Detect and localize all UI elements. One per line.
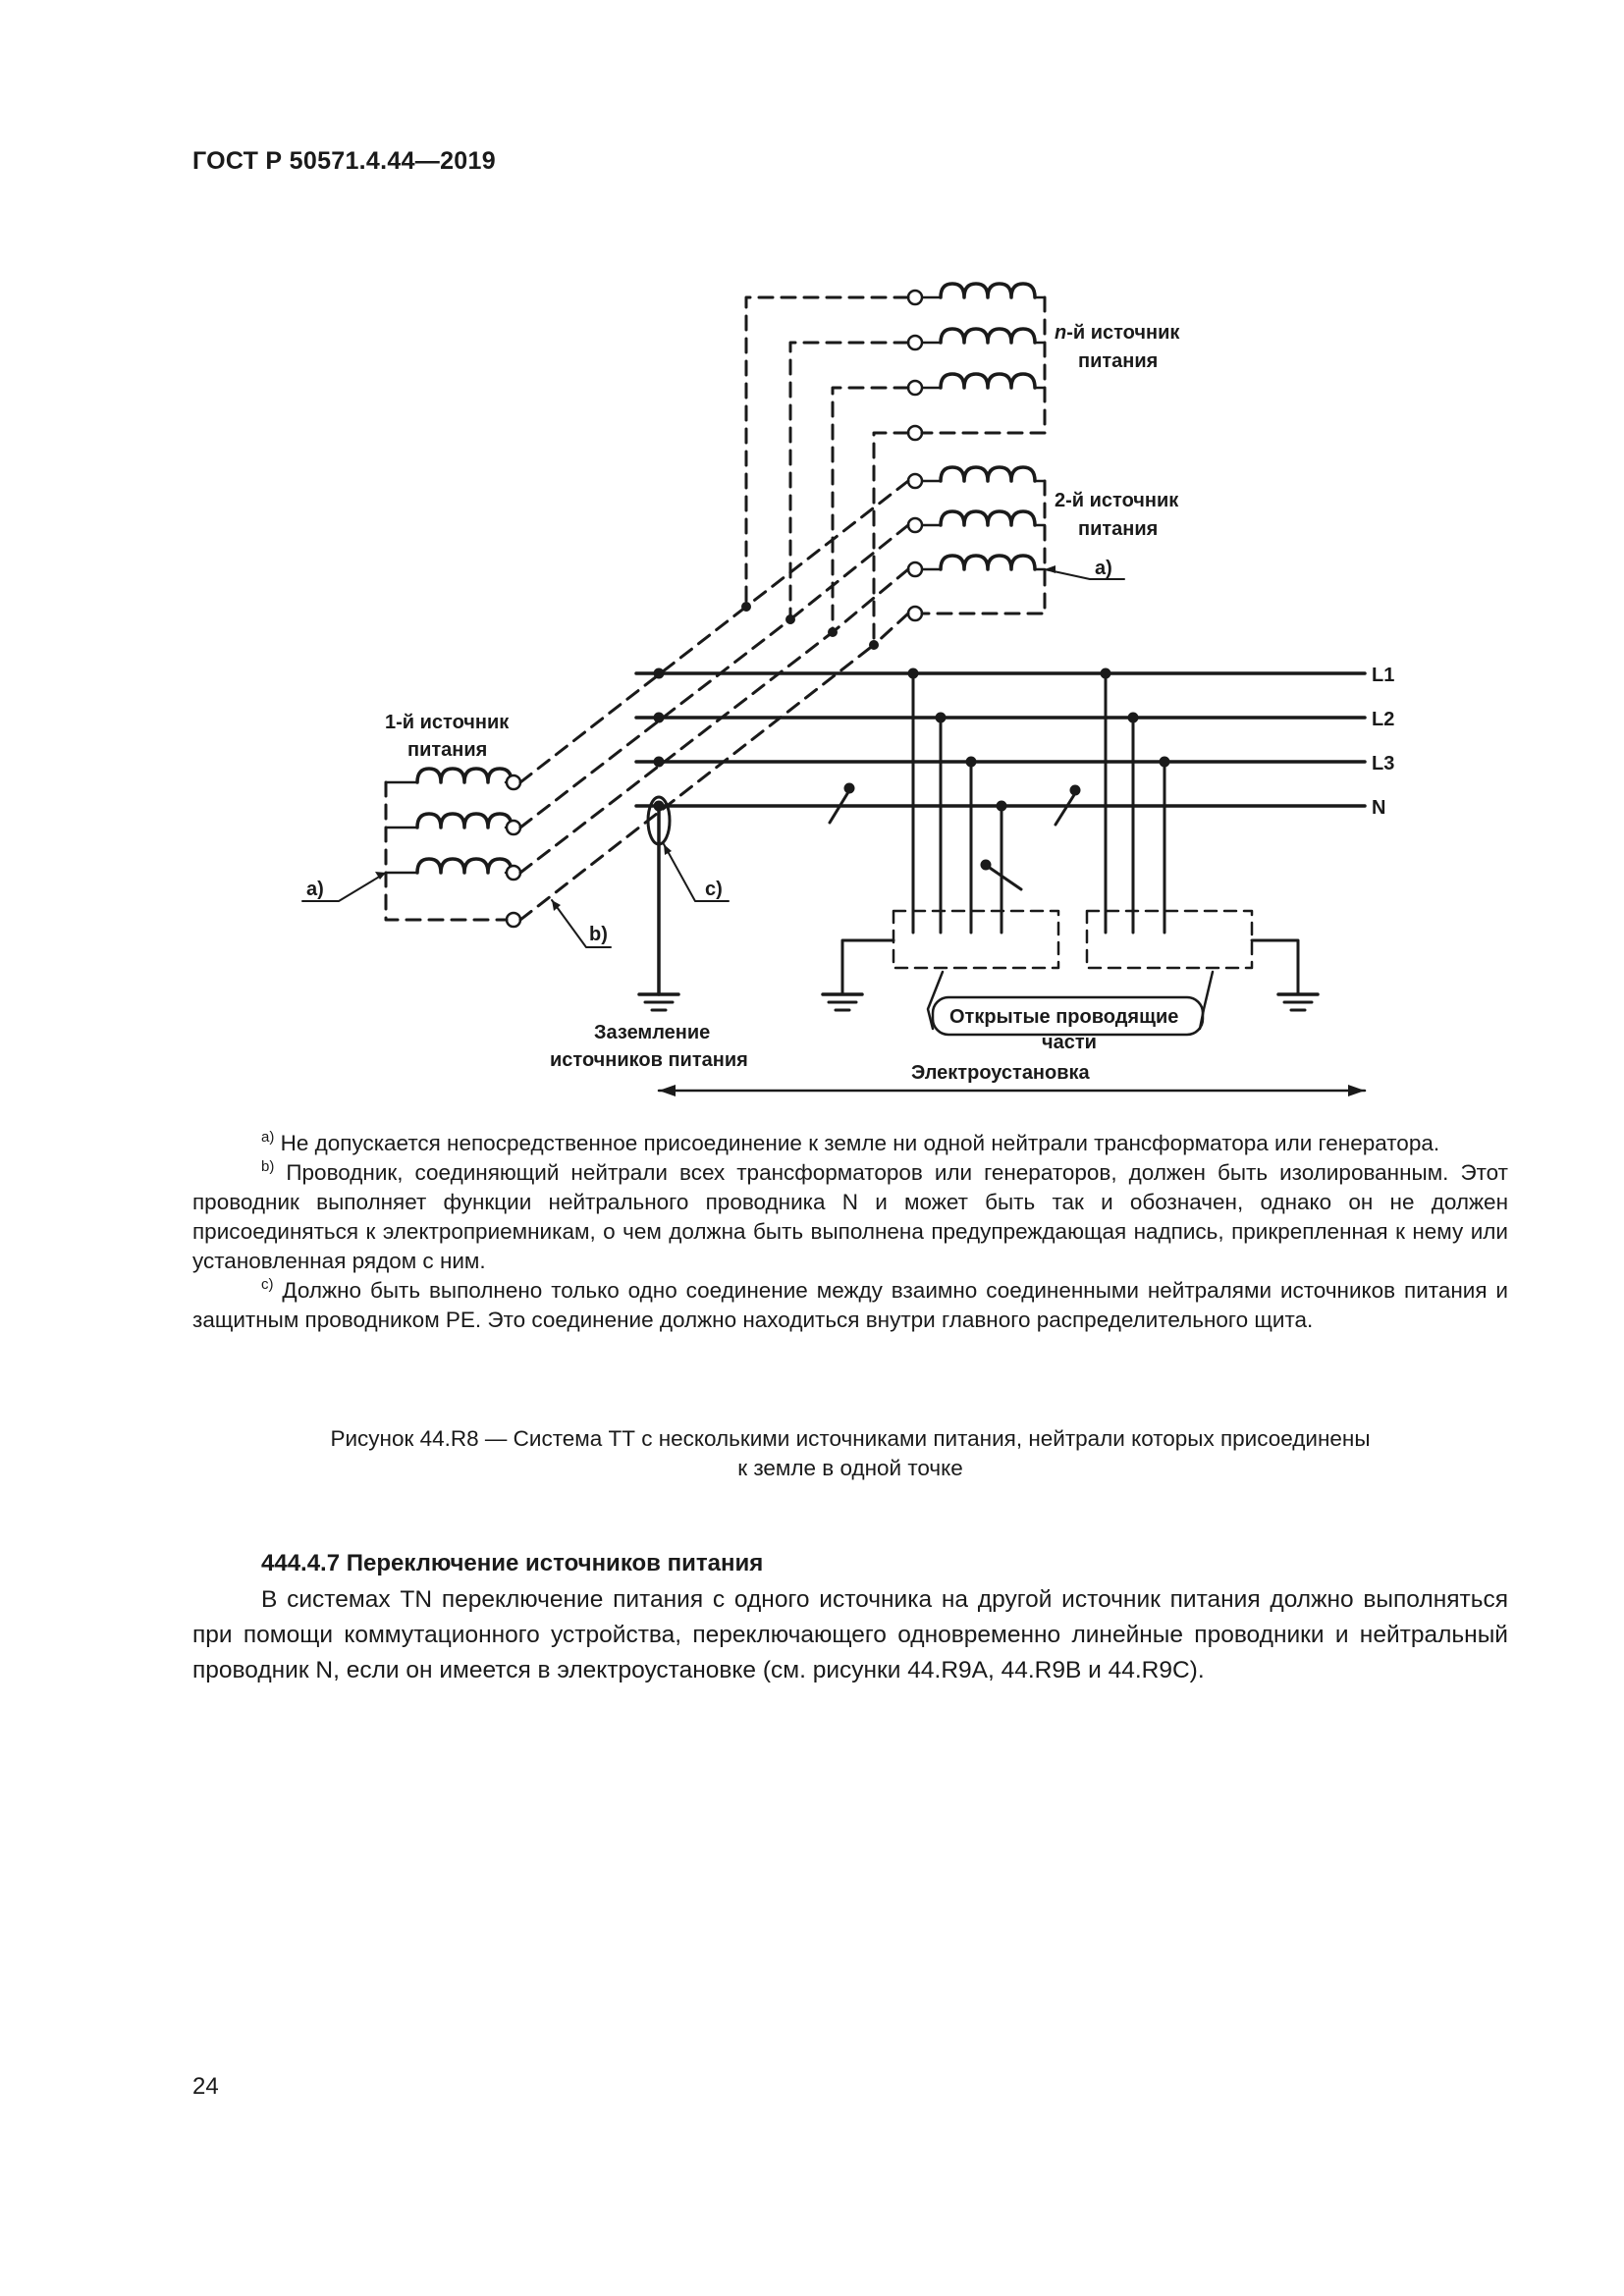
caption-line-2: к земле в одной точке bbox=[737, 1456, 963, 1480]
exposed-conductive-part-1 bbox=[893, 911, 1058, 968]
source-1-label-1: 1-й источник bbox=[385, 712, 510, 733]
figure-footnotes bbox=[192, 1129, 1508, 1335]
source-n-interconnects bbox=[746, 297, 908, 645]
tt-system-diagram bbox=[0, 0, 1624, 1119]
note-a-left-label: a) bbox=[306, 879, 324, 900]
grounding-label-2: источников питания bbox=[550, 1049, 748, 1071]
source-n-label: питания bbox=[1078, 350, 1159, 372]
document-id-header: ГОСТ Р 50571.4.44—2019 bbox=[192, 147, 496, 175]
source-1-terminals bbox=[386, 775, 520, 927]
footnote-b: $^{b)}$ Проводник, соединяющий нейтрали всех трансформаторов или генераторов, должен быть изолированным. Этот проводник выполняет функции нейтрального проводника N и может быть так и обозначен, однако он не должен присоединяться к электроприемникам, о чем должна быть выполнена предупреждающая надпись, прикрепленная к нему или установленная рядом с ним. bbox=[192, 1158, 1508, 1273]
note-b-label: b) bbox=[589, 924, 608, 945]
source-2-label-1: 2-й источник bbox=[1055, 490, 1179, 511]
source-2-terminals bbox=[908, 474, 1045, 620]
footnote-a: $^{a)}$ Не допускается непосредственное присоединение к земле ни одной нейтрали трансформатора или генератора. bbox=[261, 1129, 1440, 1155]
line-n-label: N bbox=[1372, 797, 1386, 819]
busbars bbox=[636, 673, 1365, 806]
source-n-coils bbox=[941, 284, 1035, 388]
exposed-parts-label-1: Открытые проводящие bbox=[949, 1006, 1179, 1028]
exposed-conductive-part-2 bbox=[1087, 911, 1252, 968]
line-l1-label: L1 bbox=[1372, 665, 1395, 686]
page-number: 24 bbox=[192, 2073, 219, 2100]
source-2-interconnects bbox=[746, 481, 908, 645]
grounding-label-1: Заземление bbox=[594, 1022, 711, 1043]
exposed-part-1-earth bbox=[842, 940, 893, 994]
source-n-label-1: n-й источник bbox=[1055, 322, 1180, 344]
source-1-neutral-box bbox=[386, 782, 507, 920]
source-1-label-2: питания bbox=[407, 739, 488, 761]
section-body-text: В системах TN переключение питания с одного источника на другой источник питания должно выполняться при помощи коммутационного устройства, переключающего одновременно линейные проводники и нейтральный проводник N, если он имеется в электроустановке (см. рисунки 44.R9A, 44.R9B и 44.R9C). bbox=[192, 1586, 1508, 1683]
tick-marks bbox=[830, 787, 1077, 889]
note-a-top-label: a) bbox=[1095, 558, 1112, 579]
source-earthing bbox=[639, 797, 678, 1010]
source-2-neutral-box bbox=[922, 481, 1045, 614]
note-c-label: c) bbox=[705, 879, 723, 900]
exposed-parts-label-2: части bbox=[1042, 1032, 1097, 1053]
load-1-drops bbox=[913, 673, 1001, 933]
source-1-coils bbox=[417, 769, 512, 873]
section-title: 444.4.7 Переключение источников питания bbox=[261, 1550, 764, 1576]
line-l2-label: L2 bbox=[1372, 709, 1395, 730]
caption-line-1: Рисунок 44.R8 — Система ТТ с несколькими источниками питания, нейтрали которых присоединены bbox=[330, 1426, 1371, 1451]
source-2-coils bbox=[941, 467, 1035, 569]
load-2-drops bbox=[1106, 673, 1164, 933]
source-2-label-2: питания bbox=[1078, 518, 1159, 540]
footnote-c: $^{c)}$ Должно быть выполнено только одно соединение между взаимно соединенными нейтралями источников питания и защитным проводником PE. Это соединение должно находиться внутри главного распределительного щита. bbox=[192, 1276, 1508, 1332]
source-n-terminals bbox=[908, 291, 1045, 440]
installation-label: Электроустановка bbox=[911, 1062, 1090, 1084]
source-n-neutral-box bbox=[922, 297, 1045, 433]
exposed-part-2-earth bbox=[1252, 940, 1298, 994]
figure-caption bbox=[192, 1424, 1508, 1483]
line-l3-label: L3 bbox=[1372, 753, 1395, 774]
busbar-taps-source-1 bbox=[654, 668, 665, 812]
